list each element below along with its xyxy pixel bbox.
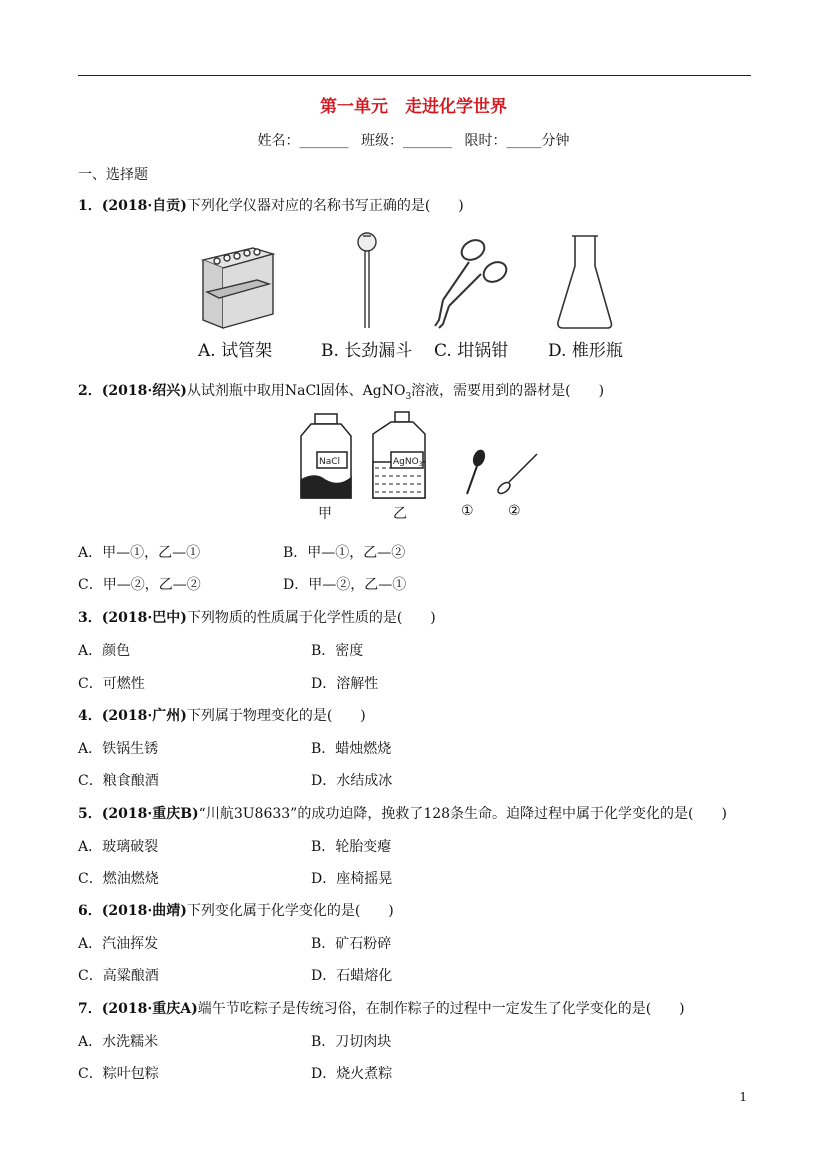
test-tube-rack-icon <box>203 248 273 328</box>
q3-option-b: B．密度 <box>311 643 364 659</box>
bottle1-label: NaCl <box>319 457 341 467</box>
caption-a: A. 试管架 <box>198 341 273 361</box>
question-5: 5．(2018·重庆B)“川航3U8633”的成功迫降，挽救了128条生命。迫降过程中属于化学变化的是( ) <box>78 806 727 822</box>
q4-option-a: A．铁锅生锈 <box>78 741 159 757</box>
q6-option-d: D．石蜡熔化 <box>311 968 393 984</box>
wide-mouth-bottle-icon <box>301 414 351 498</box>
q4-option-d: D．水结成冰 <box>311 773 393 789</box>
long-neck-funnel-icon <box>358 233 376 328</box>
q1-figure <box>195 230 635 335</box>
q4-option-c: C．粮食酿酒 <box>78 773 159 789</box>
q7-option-a: A．水洗糯米 <box>78 1034 159 1050</box>
q7-option-d: D．烧火煮粽 <box>311 1066 393 1082</box>
q2-option-a: A．甲—①，乙—① <box>78 545 201 561</box>
crucible-tongs-icon <box>435 236 510 328</box>
caption-2: ② <box>508 503 521 519</box>
q2-option-d: D．甲—②，乙—① <box>283 577 407 593</box>
q7-option-b: B．刀切肉块 <box>311 1034 392 1050</box>
q5-option-d: D．座椅摇晃 <box>311 871 393 887</box>
q3-option-c: C．可燃性 <box>78 676 145 692</box>
q2-figure <box>295 410 545 505</box>
q5-option-b: B．轮胎变瘪 <box>311 839 392 855</box>
conical-flask-icon <box>558 236 612 328</box>
question-3: 3．(2018·巴中)下列物质的性质属于化学性质的是( ) <box>78 610 436 626</box>
caption-d: D. 椎形瓶 <box>548 341 623 361</box>
q3-option-a: A．颜色 <box>78 643 131 659</box>
page-title: 第一单元 走进化学世界 <box>320 97 507 117</box>
bottle2-label: AgNO$_3$ <box>393 457 423 468</box>
q5-option-a: A．玻璃破裂 <box>78 839 159 855</box>
q2-option-c: C．甲—②，乙—② <box>78 577 201 593</box>
page-number: 1 <box>739 1090 747 1104</box>
q2-option-b: B．甲—①，乙—② <box>283 545 406 561</box>
q6-option-a: A．汽油挥发 <box>78 936 159 952</box>
caption-yi: 乙 <box>393 506 407 522</box>
dropper-icon <box>467 449 486 494</box>
narrow-mouth-bottle-icon <box>373 412 425 498</box>
q3-option-d: D．溶解性 <box>311 676 379 692</box>
question-1: 1．(2018·自贡)下列化学仪器对应的名称书写正确的是( ) <box>78 198 464 214</box>
name-field: 姓名：_______ <box>257 133 349 149</box>
q6-option-b: B．矿石粉碎 <box>311 936 392 952</box>
q5-option-c: C．燃油燃烧 <box>78 871 159 887</box>
question-2: 2．(2018·绍兴)从试剂瓶中取用NaCl固体、AgNO$_3$溶液，需要用到的器材是( ) <box>78 383 605 402</box>
caption-b: B. 长劲漏斗 <box>321 341 413 361</box>
class-field: 班级：_______ <box>361 133 452 149</box>
q6-option-c: C．高粱酿酒 <box>78 968 159 984</box>
question-7: 7．(2018·重庆A)端午节吃粽子是传统习俗，在制作粽子的过程中一定发生了化学变化的是( ) <box>78 1001 685 1017</box>
section-heading: 一、选择题 <box>78 167 148 183</box>
time-field: 限时：_____分钟 <box>464 133 570 149</box>
medicine-spoon-icon <box>496 454 537 496</box>
caption-1: ① <box>461 503 474 519</box>
caption-c: C. 坩锅钳 <box>434 341 509 361</box>
caption-jia: 甲 <box>318 506 332 522</box>
question-6: 6．(2018·曲靖)下列变化属于化学变化的是( ) <box>78 903 394 919</box>
q7-option-c: C．粽叶包粽 <box>78 1066 159 1082</box>
header-rule <box>78 75 751 76</box>
q4-option-b: B．蜡烛燃烧 <box>311 741 392 757</box>
student-info <box>0 130 827 150</box>
question-4: 4．(2018·广州)下列属于物理变化的是( ) <box>78 708 366 724</box>
